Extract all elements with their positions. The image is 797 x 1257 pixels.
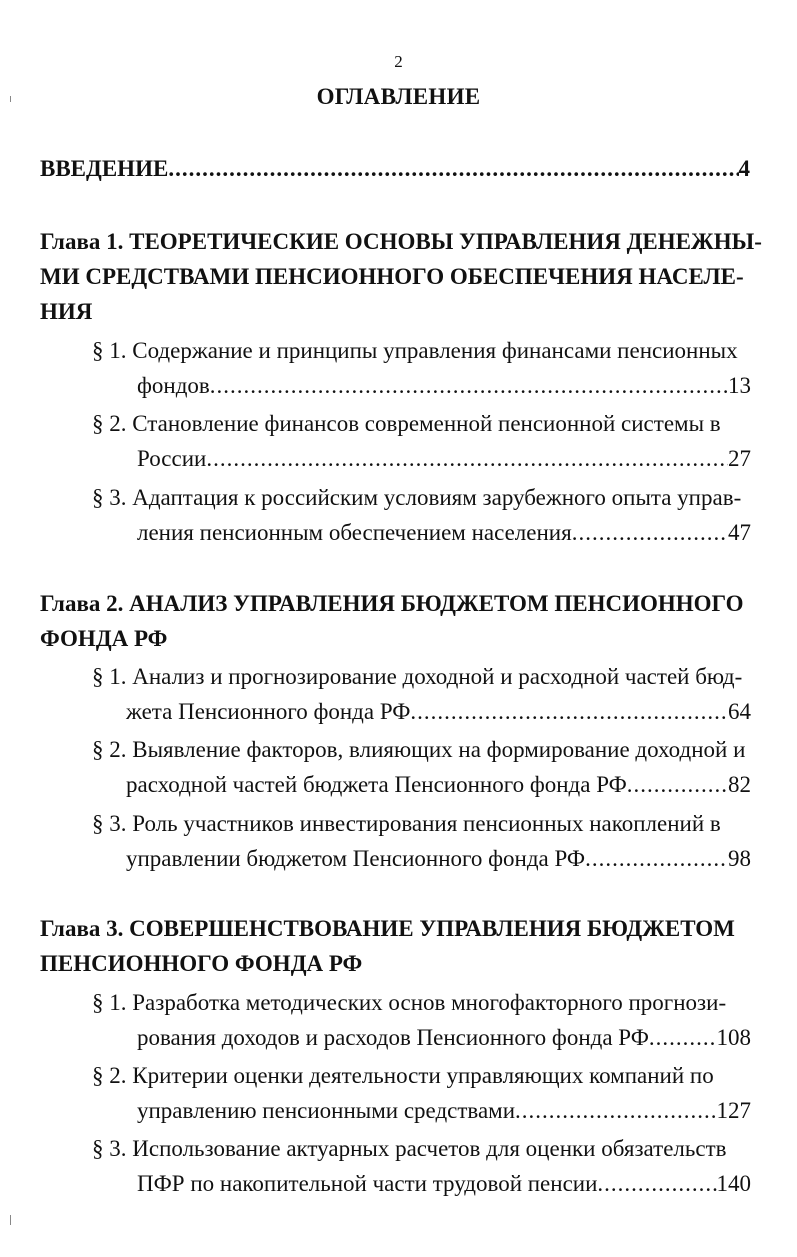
scan-mark (10, 96, 11, 102)
section-label: жета Пенсионного фонда РФ (126, 699, 411, 724)
chapter-2-section-2-line-2[interactable] (126, 771, 751, 799)
chapter-1-section-3-line-1[interactable]: § 3. Адаптация к российским условиям зарубежного опыта управ- (92, 485, 742, 510)
toc-entry-introduction[interactable] (40, 155, 750, 183)
section-page: 140 (716, 1171, 751, 1196)
dot-leader (210, 372, 728, 400)
chapter-1-heading-line-3[interactable]: НИЯ (40, 299, 93, 324)
section-page: 127 (716, 1098, 751, 1123)
chapter-1-section-2-line-2[interactable] (137, 445, 751, 473)
dot-leader (627, 771, 728, 799)
dot-leader (572, 519, 728, 547)
section-label: ПФР по накопительной части трудовой пенсии (137, 1171, 598, 1196)
section-page: 98 (728, 846, 751, 871)
chapter-1-section-1-line-2[interactable] (137, 372, 751, 400)
chapter-3-section-1-line-1[interactable]: § 1. Разработка методических основ многофакторного прогнози- (92, 990, 727, 1015)
chapter-2-section-2-line-1[interactable]: § 2. Выявление факторов, влияющих на формирование доходной и (92, 737, 746, 762)
chapter-3-section-2-line-1[interactable]: § 2. Критерии оценки деятельности управляющих компаний по (92, 1063, 714, 1088)
dot-leader (585, 845, 728, 873)
section-label: фондов (137, 373, 210, 398)
chapter-1-section-3-line-2[interactable] (137, 519, 751, 547)
chapter-1-heading-line-2[interactable]: МИ СРЕДСТВАМИ ПЕНСИОННОГО ОБЕСПЕЧЕНИЯ НАСЕЛЕ- (40, 264, 744, 289)
scan-mark (10, 1215, 11, 1225)
section-label: рования доходов и расходов Пенсионного фонда РФ (137, 1025, 649, 1050)
intro-label: ВВЕДЕНИЕ (40, 156, 169, 181)
section-page: 64 (728, 699, 751, 724)
dot-leader (649, 1024, 717, 1052)
chapter-3-heading-line-1[interactable]: Глава 3. СОВЕРШЕНСТВОВАНИЕ УПРАВЛЕНИЯ БЮДЖЕТОМ (40, 916, 735, 941)
chapter-1-section-2-line-1[interactable]: § 2. Становление финансов современной пенсионной системы в (92, 411, 721, 436)
chapter-1-heading-line-1[interactable]: Глава 1. ТЕОРЕТИЧЕСКИЕ ОСНОВЫ УПРАВЛЕНИЯ ДЕНЕЖНЫ- (40, 229, 762, 254)
chapter-2-section-1-line-1[interactable]: § 1. Анализ и прогнозирование доходной и расходной частей бюд- (92, 664, 743, 689)
dot-leader (410, 698, 728, 726)
chapter-3-section-3-line-2[interactable] (137, 1170, 751, 1198)
chapter-3-section-1-line-2[interactable] (137, 1024, 751, 1052)
chapter-3-section-2-line-2[interactable] (137, 1097, 751, 1125)
chapter-2-heading-line-2[interactable]: ФОНДА РФ (40, 626, 168, 651)
chapter-1-section-1-line-1[interactable]: § 1. Содержание и принципы управления финансами пенсионных (92, 338, 738, 363)
section-label: управлении бюджетом Пенсионного фонда РФ (126, 846, 586, 871)
dot-leader (515, 1097, 716, 1125)
section-label: управлению пенсионными средствами (137, 1098, 516, 1123)
chapter-2-section-3-line-1[interactable]: § 3. Роль участников инвестирования пенсионных накоплений в (92, 811, 721, 836)
dot-leader (168, 155, 738, 183)
section-page: 13 (728, 373, 751, 398)
page-title: ОГЛАВЛЕНИЕ (316, 84, 481, 109)
chapter-2-section-3-line-2[interactable] (126, 845, 751, 873)
section-page: 47 (728, 520, 751, 545)
page-number: 2 (394, 52, 403, 71)
dot-leader (206, 445, 728, 473)
dot-leader (597, 1170, 716, 1198)
section-label: расходной частей бюджета Пенсионного фонда РФ (126, 772, 627, 797)
section-page: 82 (728, 772, 751, 797)
chapter-2-heading-line-1[interactable]: Глава 2. АНАЛИЗ УПРАВЛЕНИЯ БЮДЖЕТОМ ПЕНСИОННОГО (40, 591, 744, 616)
section-page: 108 (716, 1025, 751, 1050)
chapter-2-section-1-line-2[interactable] (126, 698, 751, 726)
chapter-3-heading-line-2[interactable]: ПЕНСИОННОГО ФОНДА РФ (40, 951, 363, 976)
section-page: 27 (728, 446, 751, 471)
section-label: ления пенсионным обеспечением населения (137, 520, 572, 545)
chapter-3-section-3-line-1[interactable]: § 3. Использование актуарных расчетов для оценки обязательств (92, 1136, 727, 1161)
intro-page: 4 (738, 156, 750, 181)
section-label: России (137, 446, 207, 471)
